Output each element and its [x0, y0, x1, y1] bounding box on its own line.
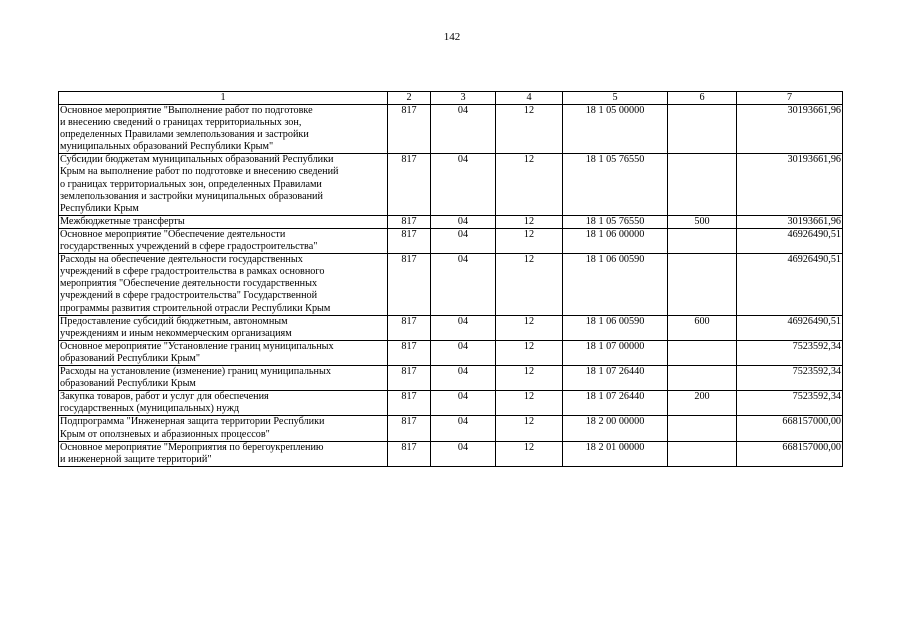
row-grbs-code: 817	[388, 254, 431, 316]
row-expense-type-code	[668, 105, 737, 154]
row-subsection-code: 12	[496, 416, 563, 441]
table-row	[59, 154, 843, 216]
row-expense-type-code	[668, 228, 737, 253]
row-expense-type-code	[668, 254, 737, 316]
row-subsection-code: 12	[496, 366, 563, 391]
row-target-article-code: 18 1 05 00000	[563, 105, 668, 154]
table-row	[59, 441, 843, 466]
table-row	[59, 366, 843, 391]
row-target-article-code: 18 1 06 00000	[563, 228, 668, 253]
row-grbs-code: 817	[388, 154, 431, 216]
row-target-article-code: 18 1 07 00000	[563, 340, 668, 365]
row-section-code: 04	[431, 254, 496, 316]
row-target-article-code: 18 1 07 26440	[563, 366, 668, 391]
row-amount: 30193661,96	[737, 154, 843, 216]
row-description: Основное мероприятие "Обеспечение деятельности государственных учреждений в сфере градостроительства"	[59, 228, 388, 253]
row-expense-type-code: 500	[668, 215, 737, 228]
row-expense-type-code	[668, 340, 737, 365]
row-amount: 7523592,34	[737, 391, 843, 416]
table-row	[59, 105, 843, 154]
row-section-code: 04	[431, 340, 496, 365]
row-expense-type-code	[668, 441, 737, 466]
table-row	[59, 215, 843, 228]
row-grbs-code: 817	[388, 441, 431, 466]
row-expense-type-code: 600	[668, 315, 737, 340]
row-description: Субсидии бюджетам муниципальных образований Республики Крым на выполнение работ по подготовке и внесению сведений о границах территориальных зон, определенных Правилами землепользования и застройки муниципальных образований Республики Крым	[59, 154, 388, 216]
table-row	[59, 228, 843, 253]
row-expense-type-code	[668, 366, 737, 391]
row-amount: 46926490,51	[737, 254, 843, 316]
header-row	[59, 92, 843, 105]
row-expense-type-code: 200	[668, 391, 737, 416]
row-grbs-code: 817	[388, 366, 431, 391]
row-amount: 46926490,51	[737, 315, 843, 340]
row-target-article-code: 18 1 05 76550	[563, 154, 668, 216]
row-subsection-code: 12	[496, 391, 563, 416]
row-grbs-code: 817	[388, 391, 431, 416]
row-amount: 30193661,96	[737, 105, 843, 154]
header-col-2: 2	[388, 92, 431, 105]
table-row	[59, 315, 843, 340]
header-col-7: 7	[737, 92, 843, 105]
row-expense-type-code	[668, 154, 737, 216]
row-section-code: 04	[431, 215, 496, 228]
row-grbs-code: 817	[388, 416, 431, 441]
header-col-4: 4	[496, 92, 563, 105]
row-amount: 668157000,00	[737, 416, 843, 441]
page-number: 142	[443, 31, 461, 43]
header-col-6: 6	[668, 92, 737, 105]
row-grbs-code: 817	[388, 228, 431, 253]
row-grbs-code: 817	[388, 315, 431, 340]
row-target-article-code: 18 2 00 00000	[563, 416, 668, 441]
row-subsection-code: 12	[496, 154, 563, 216]
row-subsection-code: 12	[496, 215, 563, 228]
row-section-code: 04	[431, 315, 496, 340]
row-amount: 7523592,34	[737, 366, 843, 391]
row-grbs-code: 817	[388, 340, 431, 365]
table-row	[59, 391, 843, 416]
row-description: Основное мероприятие "Установление границ муниципальных образований Республики Крым"	[59, 340, 388, 365]
header-col-1: 1	[59, 92, 388, 105]
table-row	[59, 254, 843, 316]
row-target-article-code: 18 1 07 26440	[563, 391, 668, 416]
row-section-code: 04	[431, 105, 496, 154]
row-subsection-code: 12	[496, 105, 563, 154]
header-col-5: 5	[563, 92, 668, 105]
row-description: Межбюджетные трансферты	[59, 215, 388, 228]
row-section-code: 04	[431, 228, 496, 253]
row-target-article-code: 18 1 06 00590	[563, 315, 668, 340]
row-amount: 7523592,34	[737, 340, 843, 365]
table-row	[59, 416, 843, 441]
row-description: Основное мероприятие "Выполнение работ по подготовке и внесению сведений о границах территориальных зон, определенных Правилами землепользования и застройки муниципальных образований Республики Крым"	[59, 105, 388, 154]
row-target-article-code: 18 1 06 00590	[563, 254, 668, 316]
row-grbs-code: 817	[388, 215, 431, 228]
row-description: Основное мероприятие "Мероприятия по берегоукреплению и инженерной защите территорий"	[59, 441, 388, 466]
row-section-code: 04	[431, 366, 496, 391]
row-description: Подпрограмма "Инженерная защита территории Республики Крым от оползневых и абразионных процессов"	[59, 416, 388, 441]
row-subsection-code: 12	[496, 254, 563, 316]
row-target-article-code: 18 1 05 76550	[563, 215, 668, 228]
row-subsection-code: 12	[496, 441, 563, 466]
row-description: Предоставление субсидий бюджетным, автономным учреждениям и иным некоммерческим организациям	[59, 315, 388, 340]
row-description: Расходы на установление (изменение) границ муниципальных образований Республики Крым	[59, 366, 388, 391]
row-amount: 30193661,96	[737, 215, 843, 228]
row-grbs-code: 817	[388, 105, 431, 154]
header-col-3: 3	[431, 92, 496, 105]
row-description: Закупка товаров, работ и услуг для обеспечения государственных (муниципальных) нужд	[59, 391, 388, 416]
table-row	[59, 340, 843, 365]
budget-table	[58, 91, 843, 467]
row-amount: 46926490,51	[737, 228, 843, 253]
row-description: Расходы на обеспечение деятельности государственных учреждений в сфере градостроительства в рамках основного мероприятия "Обеспечение деятельности государственных учреждений в сфере градостроительства" Государственной программы развития строительной отрасли Республики Крым	[59, 254, 388, 316]
row-target-article-code: 18 2 01 00000	[563, 441, 668, 466]
row-section-code: 04	[431, 441, 496, 466]
row-section-code: 04	[431, 416, 496, 441]
row-expense-type-code	[668, 416, 737, 441]
row-subsection-code: 12	[496, 340, 563, 365]
row-section-code: 04	[431, 391, 496, 416]
row-subsection-code: 12	[496, 228, 563, 253]
row-subsection-code: 12	[496, 315, 563, 340]
row-section-code: 04	[431, 154, 496, 216]
row-amount: 668157000,00	[737, 441, 843, 466]
